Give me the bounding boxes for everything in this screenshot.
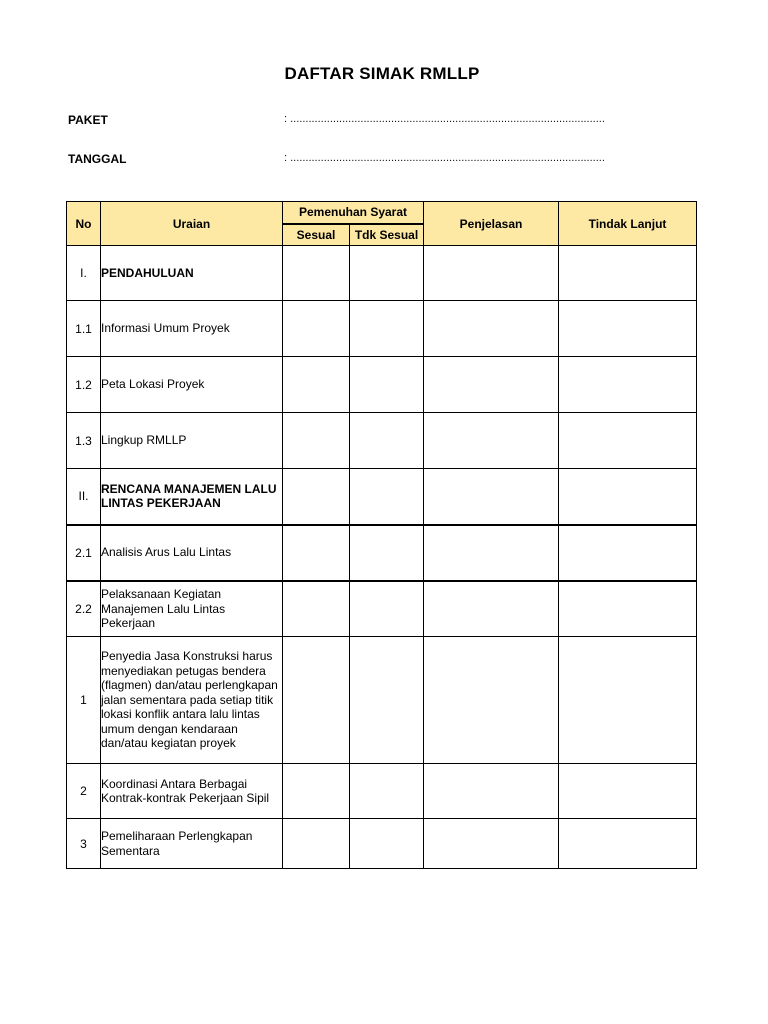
tindak-lanjut-cell[interactable] — [559, 413, 697, 469]
sesual-cell[interactable] — [283, 819, 350, 869]
tdk-sesual-cell[interactable] — [350, 525, 424, 581]
tindak-lanjut-cell[interactable] — [559, 469, 697, 525]
row-uraian: Pemeliharaan Perlengkapan Sementara — [101, 819, 283, 869]
paket-value-line[interactable]: : ....................................................................................................... — [284, 113, 605, 125]
table-row — [67, 246, 697, 301]
header-sesual: Sesual — [283, 224, 350, 246]
tdk-sesual-cell[interactable] — [350, 581, 424, 637]
row-number: 1.2 — [67, 357, 101, 413]
table-row — [67, 581, 697, 637]
sesual-cell[interactable] — [283, 637, 350, 764]
table-row — [67, 525, 697, 581]
table-row — [67, 819, 697, 869]
penjelasan-cell[interactable] — [424, 764, 559, 819]
sesual-cell[interactable] — [283, 581, 350, 637]
tindak-lanjut-cell[interactable] — [559, 301, 697, 357]
penjelasan-cell[interactable] — [424, 469, 559, 525]
penjelasan-cell[interactable] — [424, 357, 559, 413]
sesual-cell[interactable] — [283, 301, 350, 357]
tanggal-label: TANGGAL — [68, 152, 127, 166]
checklist-table — [66, 201, 697, 869]
header-no: No — [67, 202, 101, 246]
row-uraian: Informasi Umum Proyek — [101, 301, 283, 357]
penjelasan-cell[interactable] — [424, 637, 559, 764]
paket-field — [68, 113, 696, 131]
tindak-lanjut-cell[interactable] — [559, 764, 697, 819]
row-number: 1.1 — [67, 301, 101, 357]
table-row — [67, 637, 697, 764]
penjelasan-cell[interactable] — [424, 581, 559, 637]
table-row — [67, 469, 697, 525]
row-number: 1 — [67, 637, 101, 764]
tanggal-field — [68, 152, 696, 170]
tdk-sesual-cell[interactable] — [350, 301, 424, 357]
header-uraian: Uraian — [101, 202, 283, 246]
row-uraian: Penyedia Jasa Konstruksi harus menyediakan petugas bendera (flagmen) dan/atau perlengkapan jalan sementara pada setiap titik lokasi konflik antara lalu lintas umum dengan kendaraan dan/atau kegiatan proyek — [101, 637, 283, 764]
row-number: 2.2 — [67, 581, 101, 637]
tindak-lanjut-cell[interactable] — [559, 819, 697, 869]
row-number: 2 — [67, 764, 101, 819]
row-number: 1.3 — [67, 413, 101, 469]
tanggal-value-line[interactable]: : ....................................................................................................... — [284, 152, 605, 164]
tdk-sesual-cell[interactable] — [350, 637, 424, 764]
tdk-sesual-cell[interactable] — [350, 819, 424, 869]
paket-label: PAKET — [68, 113, 108, 127]
row-number: 2.1 — [67, 525, 101, 581]
sesual-cell[interactable] — [283, 525, 350, 581]
table-row — [67, 413, 697, 469]
sesual-cell[interactable] — [283, 246, 350, 301]
penjelasan-cell[interactable] — [424, 413, 559, 469]
row-uraian: RENCANA MANAJEMEN LALU LINTAS PEKERJAAN — [101, 469, 283, 525]
tdk-sesual-cell[interactable] — [350, 469, 424, 525]
penjelasan-cell[interactable] — [424, 819, 559, 869]
row-uraian: Lingkup RMLLP — [101, 413, 283, 469]
sesual-cell[interactable] — [283, 413, 350, 469]
tindak-lanjut-cell[interactable] — [559, 581, 697, 637]
header-tindak-lanjut: Tindak Lanjut — [559, 202, 697, 246]
tdk-sesual-cell[interactable] — [350, 764, 424, 819]
table-header — [67, 202, 697, 246]
row-uraian: Pelaksanaan Kegiatan Manajemen Lalu Lintas Pekerjaan — [101, 581, 283, 637]
penjelasan-cell[interactable] — [424, 246, 559, 301]
table-row — [67, 764, 697, 819]
row-uraian: Analisis Arus Lalu Lintas — [101, 525, 283, 581]
row-uraian: Peta Lokasi Proyek — [101, 357, 283, 413]
header-penjelasan: Penjelasan — [424, 202, 559, 246]
tindak-lanjut-cell[interactable] — [559, 357, 697, 413]
row-number: I. — [67, 246, 101, 301]
header-pemenuhan-syarat: Pemenuhan Syarat — [283, 202, 424, 224]
tindak-lanjut-cell[interactable] — [559, 525, 697, 581]
row-uraian: Koordinasi Antara Berbagai Kontrak-kontrak Pekerjaan Sipil — [101, 764, 283, 819]
header-tdk-sesual: Tdk Sesual — [350, 224, 424, 246]
row-number: 3 — [67, 819, 101, 869]
sesual-cell[interactable] — [283, 469, 350, 525]
penjelasan-cell[interactable] — [424, 525, 559, 581]
row-number: II. — [67, 469, 101, 525]
sesual-cell[interactable] — [283, 357, 350, 413]
table-row — [67, 301, 697, 357]
row-uraian: PENDAHULUAN — [101, 246, 283, 301]
table-row — [67, 357, 697, 413]
sesual-cell[interactable] — [283, 764, 350, 819]
tindak-lanjut-cell[interactable] — [559, 637, 697, 764]
tdk-sesual-cell[interactable] — [350, 246, 424, 301]
table-body — [67, 246, 697, 869]
tdk-sesual-cell[interactable] — [350, 357, 424, 413]
penjelasan-cell[interactable] — [424, 301, 559, 357]
tdk-sesual-cell[interactable] — [350, 413, 424, 469]
document-title: DAFTAR SIMAK RMLLP — [284, 64, 480, 83]
tindak-lanjut-cell[interactable] — [559, 246, 697, 301]
